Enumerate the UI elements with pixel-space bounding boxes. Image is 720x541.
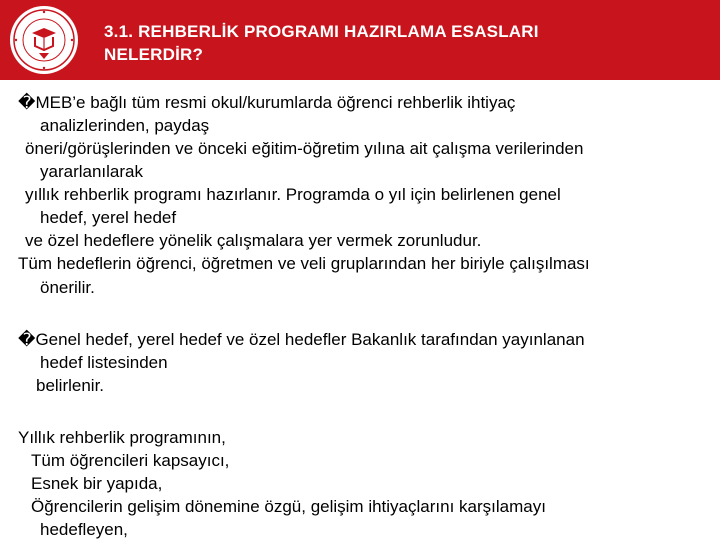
p3-line-5: hedefleyen, — [40, 520, 128, 539]
p2-line-1 — [18, 329, 585, 351]
p1-line-7: ve özel hedeflere yönelik çalışmalara yer vermek zorunludur. — [25, 231, 482, 250]
bullet-glyph: � — [18, 93, 36, 113]
slide-title-line-2: NELERDİR? — [104, 45, 204, 64]
p1-line-9: önerilir. — [40, 278, 95, 297]
p2-line-1-text: Genel hedef, yerel hedef ve özel hedefler Bakanlık tarafından yayınlanan — [35, 330, 585, 349]
p1-line-2: analizlerinden, paydaş — [40, 116, 210, 135]
p2-line-2: hedef listesinden — [40, 353, 168, 372]
slide-title — [104, 20, 704, 66]
slide-header — [0, 0, 720, 80]
p1-line-6: hedef, yerel hedef — [40, 208, 177, 227]
p1-line-1 — [18, 92, 515, 114]
p3-line-3: Esnek bir yapıda, — [31, 474, 163, 493]
meb-emblem-icon — [8, 4, 80, 76]
p3-line-2: Tüm öğrencileri kapsayıcı, — [31, 451, 230, 470]
bullet-glyph-2: � — [18, 330, 36, 350]
p2-line-3: belirlenir. — [36, 376, 105, 395]
p1-line-8: Tüm hedeflerin öğrenci, öğretmen ve veli gruplarından her biriyle çalışılması — [18, 254, 590, 273]
p1-line-4: yararlanılarak — [40, 162, 143, 181]
p3-line-1: Yıllık rehberlik programının, — [18, 428, 226, 447]
p3-line-4: Öğrencilerin gelişim dönemine özgü, gelişim ihtiyaçlarını karşılamayı — [31, 497, 546, 516]
slide-title-line-1: 3.1. REHBERLİK PROGRAMI HAZIRLAMA ESASLARI — [104, 22, 539, 41]
p1-line-5: yıllık rehberlik programı hazırlanır. Programda o yıl için belirlenen genel — [25, 185, 561, 204]
p1-line-3: öneri/görüşlerinden ve önceki eğitim-öğretim yılına ait çalışma verilerinden — [25, 139, 584, 158]
p1-line-1-text: MEB’e bağlı tüm resmi okul/kurumlarda öğrenci rehberlik ihtiyaç — [35, 93, 516, 112]
